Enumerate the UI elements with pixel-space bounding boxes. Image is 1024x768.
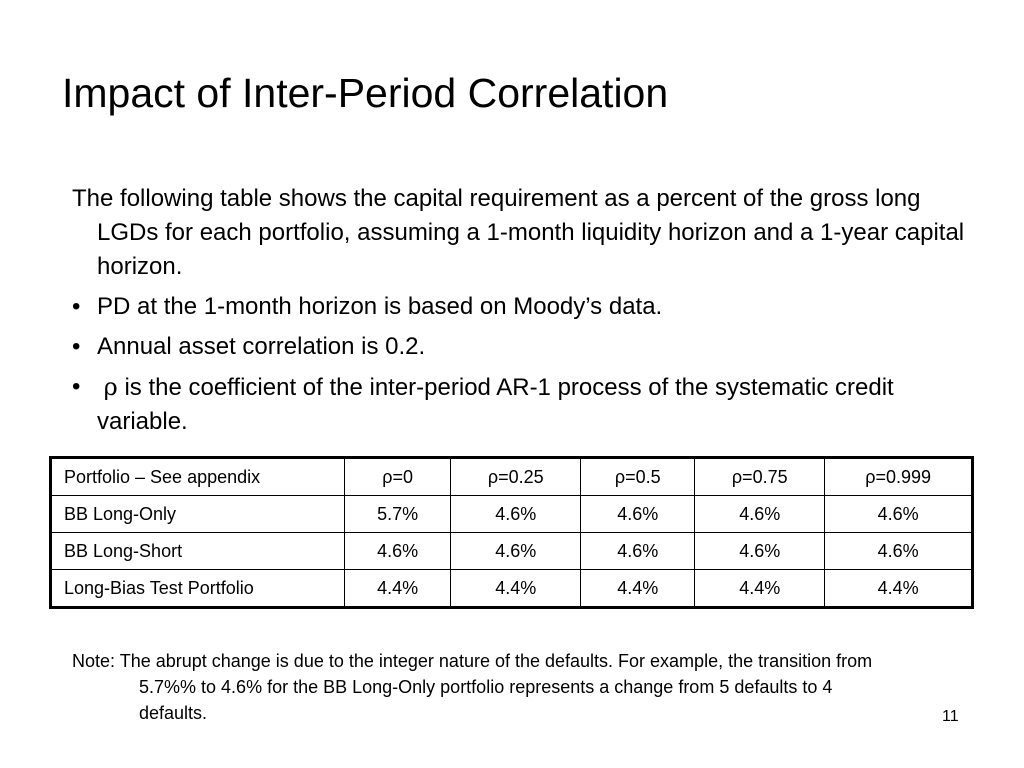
- slide-body: [72, 182, 972, 445]
- bullet-text: [97, 370, 972, 439]
- page-number: 11: [942, 708, 959, 725]
- table-cell-portfolio: BB Long-Only: [51, 496, 345, 533]
- column-header-rho-0-25: ρ=0.25: [451, 458, 581, 496]
- table-cell-value: 4.6%: [825, 533, 973, 570]
- table-cell-value: 4.6%: [581, 496, 695, 533]
- footnote: Note: The abrupt change is due to the integer nature of the defaults. For example, the transition from 5.7%% to 4.6% for the BB Long-Only portfolio represents a change from 5 defaults to 4 defaults.: [72, 651, 873, 723]
- column-header-rho-0-999: ρ=0.999: [825, 458, 973, 496]
- bullet-marker: •: [72, 293, 81, 320]
- column-header-rho-0: ρ=0: [345, 458, 451, 496]
- table-cell-value: 4.6%: [825, 496, 973, 533]
- intro-paragraph: The following table shows the capital requirement as a percent of the gross long LGDs for each portfolio, assuming a 1-month liquidity horizon and a 1-year capital horizon.: [72, 185, 965, 280]
- table-cell-value: 4.6%: [581, 533, 695, 570]
- table-cell-value: 4.6%: [695, 496, 825, 533]
- table-cell-value: 4.4%: [825, 570, 973, 608]
- table-row: [51, 570, 973, 608]
- table-row: [51, 533, 973, 570]
- bullet-marker: •: [72, 373, 81, 400]
- table-cell-value: 4.6%: [695, 533, 825, 570]
- bullet-text: Annual asset correlation is 0.2.: [97, 333, 426, 360]
- table-cell-portfolio: Long-Bias Test Portfolio: [51, 570, 345, 608]
- bullet-text: PD at the 1-month horizon is based on Moody’s data.: [97, 293, 663, 320]
- table-cell-value: 4.4%: [451, 570, 581, 608]
- table-header-row: [51, 458, 973, 496]
- slide-title: Impact of Inter-Period Correlation: [62, 70, 669, 116]
- bullet-marker: •: [72, 333, 81, 360]
- table-cell-portfolio: BB Long-Short: [51, 533, 345, 570]
- column-header-portfolio: Portfolio – See appendix: [51, 458, 345, 496]
- table-cell-value: 4.6%: [451, 533, 581, 570]
- column-header-rho-0-75: ρ=0.75: [695, 458, 825, 496]
- table-cell-value: 4.4%: [695, 570, 825, 608]
- column-header-rho-0-5: ρ=0.5: [581, 458, 695, 496]
- capital-requirement-table: [49, 456, 974, 609]
- table-cell-value: 4.4%: [581, 570, 695, 608]
- rho-symbol: ρ: [103, 373, 118, 401]
- table-cell-value: 4.4%: [345, 570, 451, 608]
- rho-bullet-text: is the coefficient of the inter-period AR-1 process of the systematic credit variable.: [97, 374, 894, 435]
- table-cell-value: 5.7%: [345, 496, 451, 533]
- bullet-item-correlation: [72, 330, 972, 364]
- table-cell-value: 4.6%: [451, 496, 581, 533]
- bullet-item-rho: [72, 370, 972, 439]
- table-row: [51, 496, 973, 533]
- table-cell-value: 4.6%: [345, 533, 451, 570]
- bullet-item-pd: [72, 290, 972, 324]
